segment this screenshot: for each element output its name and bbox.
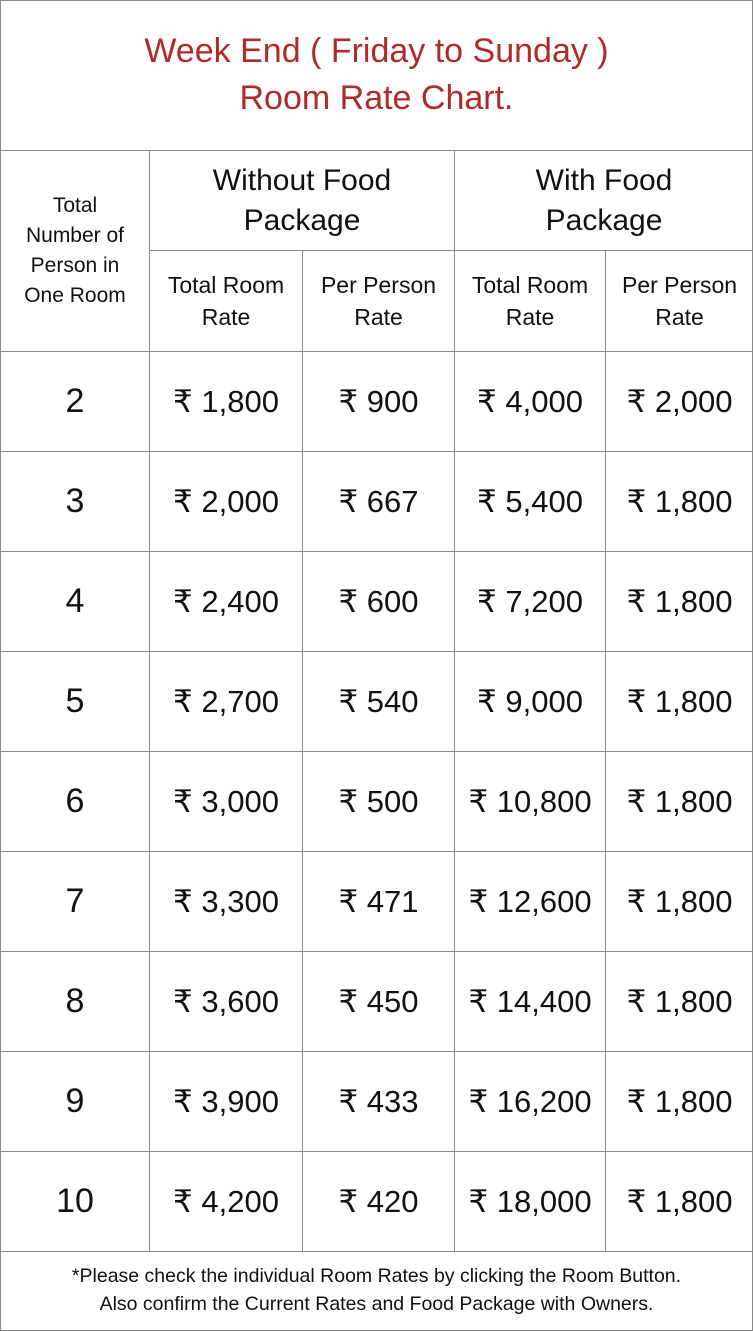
per-person-rate-food-cell: ₹ 1,800 (606, 1152, 753, 1252)
per-person-rate-food-cell: ₹ 1,800 (606, 852, 753, 952)
total-room-rate-cell: ₹ 3,900 (150, 1052, 303, 1152)
persons-count-cell: 2 (1, 352, 150, 452)
table-row (1, 752, 753, 852)
total-room-rate-cell: ₹ 3,600 (150, 952, 303, 1052)
total-room-rate-cell: ₹ 2,700 (150, 652, 303, 752)
total-room-rate-cell: ₹ 4,200 (150, 1152, 303, 1252)
total-room-rate-food-cell: ₹ 5,400 (455, 452, 606, 552)
footnote (0, 1262, 753, 1318)
per-person-rate-food-cell: ₹ 1,800 (606, 652, 753, 752)
title-line-2: Room Rate Chart. (239, 79, 514, 117)
total-room-rate-cell: ₹ 2,000 (150, 452, 303, 552)
total-room-rate-cell: ₹ 1,800 (150, 352, 303, 452)
per-person-rate-food-cell: ₹ 1,800 (606, 1052, 753, 1152)
persons-count-cell: 5 (1, 652, 150, 752)
total-room-rate-cell: ₹ 3,000 (150, 752, 303, 852)
subheader-per-person-rate: Per Person Rate (303, 251, 455, 352)
table-row (1, 552, 753, 652)
per-person-rate-cell: ₹ 600 (303, 552, 455, 652)
table-row (1, 952, 753, 1052)
persons-count-cell: 9 (1, 1052, 150, 1152)
per-person-rate-cell: ₹ 420 (303, 1152, 455, 1252)
persons-count-cell: 6 (1, 752, 150, 852)
subheader-total-room-rate: Total Room Rate (150, 251, 303, 352)
room-rate-table (0, 150, 753, 1252)
total-room-rate-food-cell: ₹ 16,200 (455, 1052, 606, 1152)
total-room-rate-food-cell: ₹ 18,000 (455, 1152, 606, 1252)
per-person-rate-cell: ₹ 500 (303, 752, 455, 852)
total-room-rate-cell: ₹ 2,400 (150, 552, 303, 652)
per-person-rate-cell: ₹ 433 (303, 1052, 455, 1152)
table-row (1, 852, 753, 952)
footnote-line-1: *Please check the individual Room Rates by clicking the Room Button. (71, 1265, 682, 1287)
per-person-rate-cell: ₹ 667 (303, 452, 455, 552)
total-room-rate-food-cell: ₹ 14,400 (455, 952, 606, 1052)
per-person-rate-cell: ₹ 471 (303, 852, 455, 952)
subheader-per-person-rate: Per Person Rate (606, 251, 753, 352)
total-room-rate-food-cell: ₹ 7,200 (455, 552, 606, 652)
total-room-rate-food-cell: ₹ 9,000 (455, 652, 606, 752)
total-room-rate-food-cell: ₹ 10,800 (455, 752, 606, 852)
group-header-with-food: With Food Package (455, 151, 753, 251)
per-person-rate-food-cell: ₹ 1,800 (606, 552, 753, 652)
group-header-without-food: Without Food Package (150, 151, 455, 251)
per-person-rate-food-cell: ₹ 2,000 (606, 352, 753, 452)
persons-count-cell: 3 (1, 452, 150, 552)
per-person-rate-food-cell: ₹ 1,800 (606, 452, 753, 552)
subheader-total-room-rate: Total Room Rate (455, 251, 606, 352)
page-title (0, 28, 753, 122)
table-row (1, 1152, 753, 1252)
total-room-rate-food-cell: ₹ 4,000 (455, 352, 606, 452)
persons-count-cell: 4 (1, 552, 150, 652)
footnote-line-2: Also confirm the Current Rates and Food Package with Owners. (99, 1293, 654, 1315)
persons-count-cell: 8 (1, 952, 150, 1052)
table-row (1, 352, 753, 452)
per-person-rate-cell: ₹ 900 (303, 352, 455, 452)
persons-column-header: Total Number of Person in One Room (1, 151, 150, 352)
persons-count-cell: 7 (1, 852, 150, 952)
persons-count-cell: 10 (1, 1152, 150, 1252)
per-person-rate-food-cell: ₹ 1,800 (606, 952, 753, 1052)
title-line-1: Week End ( Friday to Sunday ) (144, 32, 609, 70)
per-person-rate-food-cell: ₹ 1,800 (606, 752, 753, 852)
per-person-rate-cell: ₹ 540 (303, 652, 455, 752)
table-row (1, 452, 753, 552)
total-room-rate-food-cell: ₹ 12,600 (455, 852, 606, 952)
per-person-rate-cell: ₹ 450 (303, 952, 455, 1052)
rate-rows (1, 352, 753, 1252)
table-row (1, 652, 753, 752)
table-row (1, 1052, 753, 1152)
total-room-rate-cell: ₹ 3,300 (150, 852, 303, 952)
